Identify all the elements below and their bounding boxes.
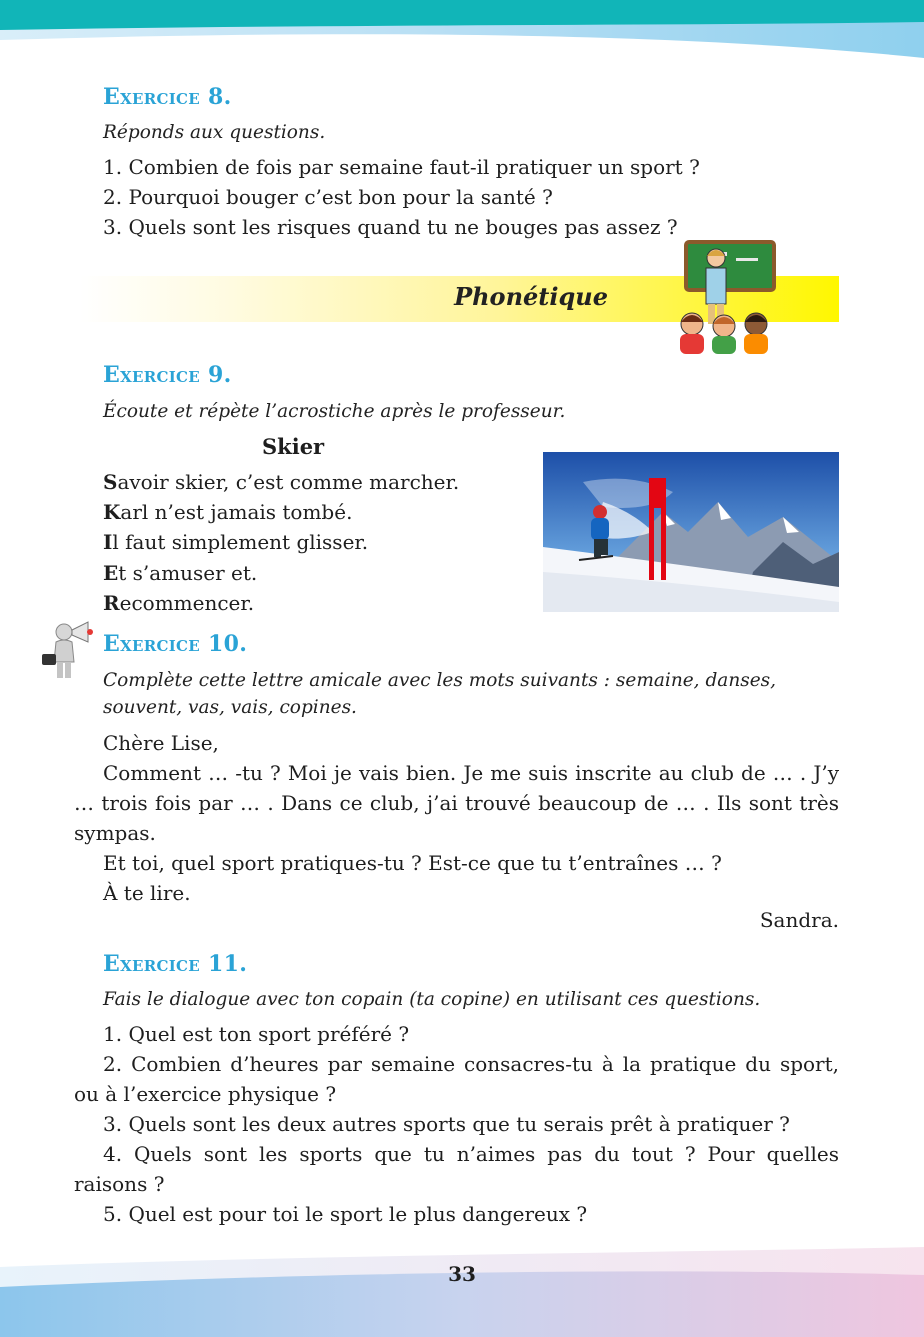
exercise-11-heading: Exercice 11. — [103, 951, 248, 977]
acrostic-line-4: Et s’amuser et. — [103, 561, 258, 585]
exercise-8-heading: Exercice 8. — [103, 84, 232, 110]
letter-closing: À te lire. — [103, 881, 191, 905]
exercise-10-heading: Exercice 10. — [103, 631, 248, 657]
exercise-8-question-2: 2. Pourquoi bouger c’est bon pour la santé ? — [103, 185, 553, 209]
letter-paragraph-2: Et toi, quel sport pratiques-tu ? Est-ce que tu t’entraînes … ? — [103, 851, 722, 875]
exercise-11-question-3: 3. Quels sont les deux autres sports que tu serais prêt à pratiquer ? — [103, 1112, 790, 1136]
page-number: 33 — [448, 1262, 476, 1286]
acrostic-line-5: Recommencer. — [103, 591, 255, 615]
top-decorative-band — [0, 0, 924, 60]
acrostic-line-1: Savoir skier, c’est comme marcher. — [103, 470, 460, 494]
acrostic-line-2: Karl n’est jamais tombé. — [103, 500, 353, 524]
exercise-11-question-2: 2. Combien d’heures par semaine consacres-tu à la pratique du sport, ou à l’exercice physique ? — [74, 1052, 839, 1106]
skier-slalom-photo — [543, 452, 839, 612]
exercise-9-instruction: Écoute et répète l’acrostiche après le professeur. — [103, 401, 566, 422]
exercise-9-heading: Exercice 9. — [103, 362, 232, 388]
letter-signature: Sandra. — [759, 908, 839, 932]
exercise-11-question-4: 4. Quels sont les sports que tu n’aimes pas du tout ? Pour quelles raisons ? — [74, 1142, 839, 1196]
exercise-11-question-1: 1. Quel est ton sport préféré ? — [103, 1022, 410, 1046]
bottom-decorative-band — [0, 1247, 924, 1337]
exercise-8-question-1: 1. Combien de fois par semaine faut-il pratiquer un sport ? — [103, 155, 700, 179]
poem-title: Skier — [262, 434, 325, 459]
letter-paragraph-1: Comment … -tu ? Moi je vais bien. Je me suis inscrite au club de … . J’y … trois fois par … . Dans ce club, j’ai trouvé beaucoup de … . Ils sont très sympas. — [74, 761, 839, 845]
exercise-10-instruction: Complète cette lettre amicale avec les mots suivants : semaine, danses, souvent, vas, vais, copines. — [103, 670, 777, 718]
teacher-with-students-illustration — [676, 238, 784, 356]
acrostic-line-3: Il faut simplement glisser. — [103, 530, 369, 554]
exercise-11-instruction: Fais le dialogue avec ton copain (ta copine) en utilisant ces questions. — [103, 989, 761, 1010]
exercise-11-question-5: 5. Quel est pour toi le sport le plus dangereux ? — [103, 1202, 588, 1226]
exercise-8-instruction: Réponds aux questions. — [103, 122, 326, 143]
exercise-8-question-3: 3. Quels sont les risques quand tu ne bouges pas assez ? — [103, 215, 678, 239]
letter-greeting: Chère Lise, — [103, 731, 219, 755]
megaphone-man-icon — [38, 618, 100, 680]
phonetique-title: Phonétique — [454, 282, 608, 311]
